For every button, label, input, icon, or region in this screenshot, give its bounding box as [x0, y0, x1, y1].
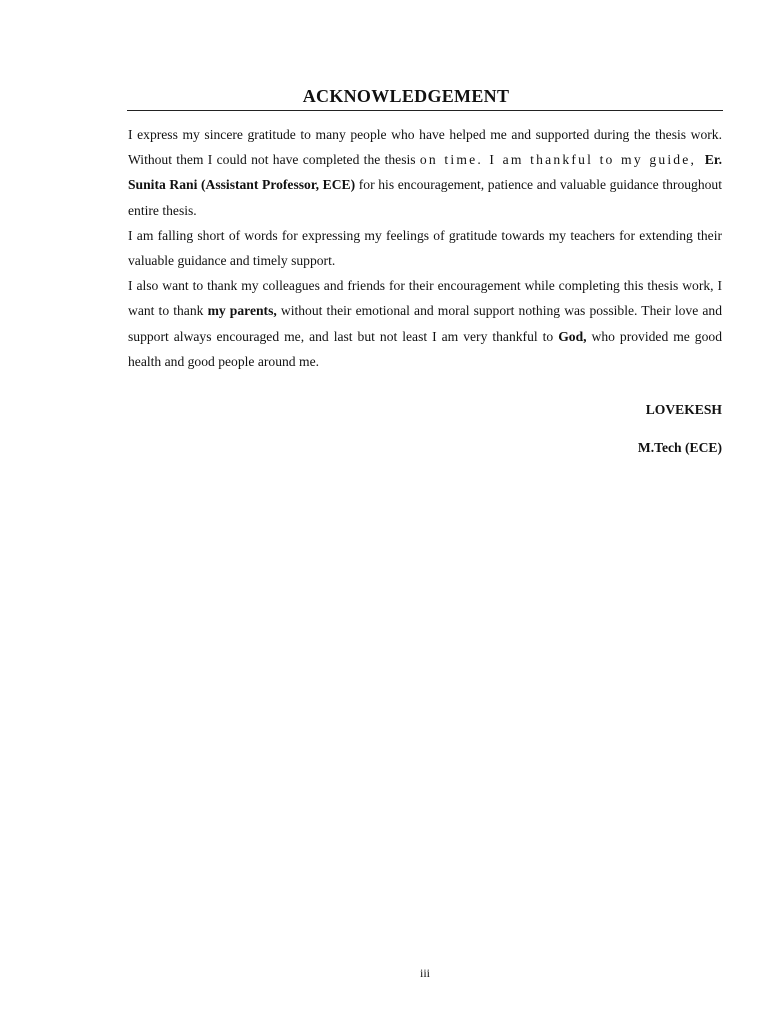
title-underline: [127, 110, 723, 111]
paragraph-guide-text-end: for his encouragement, patience and valuable guidance throughout entire thesis.: [128, 177, 723, 218]
page-title: ACKNOWLEDGEMENT: [302, 86, 510, 106]
page-number: iii: [419, 966, 430, 980]
paragraph-family-text-middle: without their emotional and moral support nothing was possible. Their love and support always encouraged me, and last but not least I am very thankful to: [128, 303, 722, 344]
signature-name: LOVEKESH: [645, 402, 722, 417]
parents-text: my parents,: [207, 303, 277, 319]
paragraph-family-text-end: who provided me good health and good people around me.: [128, 328, 722, 369]
acknowledgement-body: [128, 122, 722, 374]
signature-degree: M.Tech (ECE): [637, 440, 722, 455]
paragraph-guide-text: I express my sincere gratitude to many people who have helped me and supported during the thesis work. Without them I could not have completed the thesis: [128, 127, 722, 168]
paragraph-family-text: I also want to thank my colleagues and friends for their encouragement while completing this thesis work, I want to thank: [128, 278, 722, 319]
god-text: God,: [558, 328, 587, 344]
paragraph-guide-spaced-text: on time. I am thankful to my guide,: [419, 152, 697, 168]
paragraph-family: [128, 273, 722, 374]
guide-name: Er. Sunita Rani (Assistant Professor, ECE): [128, 152, 723, 193]
paragraph-guide: [128, 122, 722, 223]
paragraph-teachers: I am falling short of words for expressing my feelings of gratitude towards my teachers for extending their valuable guidance and timely support.: [128, 227, 722, 269]
